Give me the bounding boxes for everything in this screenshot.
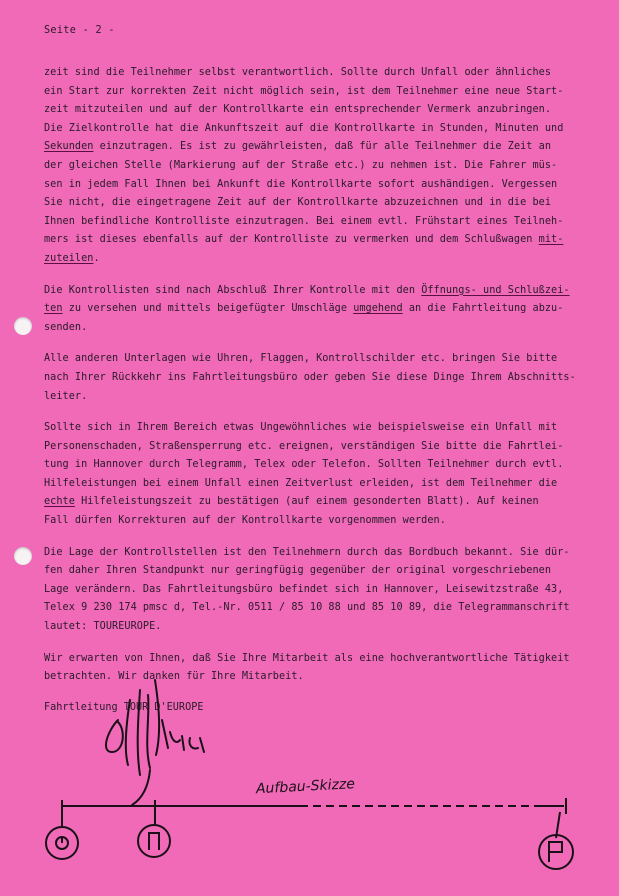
- text-run: zeit mitzuteilen und auf der Kontrollkarte ein entsprechender Vermerk anzubringen.: [44, 104, 552, 116]
- underlined-text: ten: [44, 303, 63, 315]
- text-run: Fall dürfen Korrekturen auf der Kontrollkarte vorgenommen werden.: [44, 515, 446, 527]
- text-run: Ihnen befindliche Kontrolliste einzutragen. Bei einem evtl. Frühstart eines Teilneh-: [44, 215, 564, 227]
- sketch-title: Aufbau-Skizze: [255, 776, 356, 798]
- underlined-text: Öffnungs- und Schlußzei-: [421, 284, 570, 296]
- underlined-text: Sekunden: [44, 141, 94, 153]
- finish-flag-marker: [539, 835, 573, 869]
- underlined-text: zuteilen: [44, 252, 94, 264]
- text-run: Die Kontrollisten sind nach Abschluß Ihrer Kontrolle mit den: [44, 284, 422, 296]
- text-run: leiter.: [44, 390, 88, 402]
- underlined-text: umgehend: [353, 303, 403, 315]
- text-run: Hilfeleistungen bei einem Unfall einen Zeitverlust erleiden, ist dem Teilnehmer die: [44, 477, 558, 489]
- text-run: Telex 9 230 174 pmsc d, Tel.-Nr. 0511 / 85 10 88 und 85 10 89, die Telegrammanschrift: [44, 602, 570, 614]
- text-run: Die Lage der Kontrollstellen ist den Teilnehmern durch das Bordbuch bekannt. Sie dür-: [44, 546, 570, 558]
- text-run: Alle anderen Unterlagen wie Uhren, Flaggen, Kontrollschilder etc. bringen Sie bitte: [44, 353, 558, 365]
- text-run: der gleichen Stelle (Markierung auf der Straße etc.) zu nehmen ist. Die Fahrer müs-: [44, 159, 558, 171]
- text-run: sen in jedem Fall Ihnen bei Ankunft die Kontrollkarte sofort aushändigen. Vergessen: [44, 178, 558, 190]
- text-run: .: [93, 252, 100, 264]
- text-run: nach Ihrer Rückkehr ins Fahrtleitungsbüro oder geben Sie diese Dinge Ihrem Abschnitts-: [44, 371, 576, 383]
- text-run: Sie nicht, die eingetragene Zeit auf der Kontrollkarte abzuzeichnen und in die bei: [44, 197, 552, 209]
- handwritten-signature: [106, 680, 204, 805]
- text-run: zu versehen und mittels beigefügter Umschläge: [62, 303, 354, 315]
- text-run: fen daher Ihren Standpunkt nur geringfügig gegenüber der original vorgeschriebenen: [44, 565, 552, 577]
- text-run: Lage verändern. Das Fahrtleitungsbüro befindet sich in Hannover, Leisewitzstraße 43,: [44, 583, 564, 595]
- text-run: lautet: TOUREUROPE.: [44, 621, 162, 633]
- underlined-text: mit-: [538, 234, 564, 246]
- start-clock-marker: [46, 827, 78, 859]
- text-run: ein Start zur korrekten Zeit nicht möglich sein, ist dem Teilnehmer eine neue Start-: [44, 85, 564, 97]
- text-run: Personenschaden, Straßensperrung etc. ereignen, verständigen Sie bitte die Fahrtlei-: [44, 440, 564, 452]
- text-run: Hilfeleistungszeit zu bestätigen (auf einem gesonderten Blatt). Auf keinen: [74, 496, 539, 508]
- text-run: zeit sind die Teilnehmer selbst verantwortlich. Sollte durch Unfall oder ähnliches: [44, 67, 552, 78]
- text-run: an die Fahrtleitung abzu-: [402, 303, 564, 315]
- page-header: Seite - 2 -: [44, 25, 115, 36]
- text-run: einzutragen. Es ist zu gewährleisten, daß für alle Teilnehmer die Zeit an: [93, 141, 552, 153]
- text-run: Die Zielkontrolle hat die Ankunftszeit auf die Kontrollkarte in Stunden, Minuten und: [44, 122, 564, 134]
- underlined-text: echte: [44, 496, 75, 508]
- control-marker: [138, 825, 170, 857]
- text-run: tung in Hannover durch Telegramm, Telex oder Telefon. Sollten Teilnehmer durch evtl.: [44, 459, 564, 471]
- signature-label: Fahrtleitung TOUR D'EUROPE: [44, 702, 204, 713]
- text-run: betrachten. Wir danken für Ihre Mitarbeit.: [44, 671, 304, 683]
- text-run: senden.: [44, 321, 88, 333]
- text-run: Sollte sich in Ihrem Bereich etwas Ungewöhnliches wie beispielsweise ein Unfall mit: [44, 422, 558, 434]
- text-run: mers ist dieses ebenfalls auf der Kontrolliste zu vermerken und dem Schlußwagen: [44, 234, 539, 246]
- route-line: [62, 798, 566, 838]
- text-run: Wir erwarten von Ihnen, daß Sie Ihre Mitarbeit als eine hochverantwortliche Tätigkeit: [44, 652, 570, 664]
